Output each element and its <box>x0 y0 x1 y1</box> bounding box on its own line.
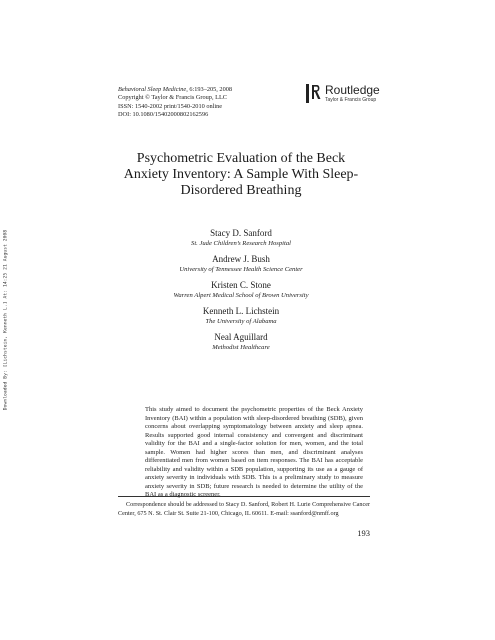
page-number: 193 <box>357 528 370 538</box>
author-list <box>118 228 364 358</box>
author-affiliation: St. Jude Children’s Research Hospital <box>191 240 291 247</box>
author-block <box>118 332 364 352</box>
publisher-name: Routledge <box>325 83 380 97</box>
author-block <box>118 306 364 326</box>
author-affiliation: The University of Alabama <box>205 318 277 325</box>
correspondence-note: Correspondence should be addressed to Stacy D. Sanford, Robert H. Lurie Comprehensive Cancer Center, 675 N. St. Clair St. Suite 21-100, Chicago, IL 60611. E-mail: ssanford@nmff.org <box>118 501 370 517</box>
author-affiliation: Methodist Healthcare <box>212 344 270 351</box>
author-affiliation: University of Tennessee Health Science Center <box>179 266 303 273</box>
author-block <box>118 228 364 248</box>
journal-citation <box>118 86 232 94</box>
author-affiliation: Warren Alpert Medical School of Brown University <box>173 292 309 299</box>
publisher-bar-icon <box>306 84 309 103</box>
author-name: Stacy D. Sanford <box>210 228 272 238</box>
copyright-line: Copyright © Taylor & Francis Group, LLC <box>118 94 227 102</box>
footnote-divider <box>118 496 370 497</box>
author-block <box>118 254 364 274</box>
journal-header <box>118 86 232 119</box>
doi-line: DOI: 10.1080/15402000802162596 <box>118 110 209 118</box>
article-title: Psychometric Evaluation of the Beck Anxiety Inventory: A Sample With Sleep-Disordered Breathing <box>123 151 359 198</box>
download-stamp-text: Downloaded By: [Lichstein, Kenneth L.] At: 14:25 21 August 2008 <box>3 229 9 411</box>
author-name: Andrew J. Bush <box>212 254 270 264</box>
publisher-text <box>325 84 380 104</box>
publisher-logo <box>306 84 380 104</box>
journal-volume: , 6:193–205, 2008 <box>186 86 233 93</box>
journal-name: Behavioral Sleep Medicine <box>118 86 187 93</box>
download-stamp <box>1 190 11 450</box>
author-name: Kristen C. Stone <box>211 280 271 290</box>
author-name: Kenneth L. Lichstein <box>202 306 280 316</box>
publisher-group: Taylor & Francis Group <box>325 97 377 103</box>
routledge-r-icon <box>311 84 321 100</box>
author-name: Neal Aguillard <box>214 332 268 342</box>
author-block <box>118 280 364 300</box>
issn-line: ISSN: 1540-2002 print/1540-2010 online <box>118 102 223 110</box>
abstract: This study aimed to document the psychometric properties of the Beck Anxiety Inventory (BAI) within a population with sleep-disordered breathing (SDB), given concerns about overlapping symptomatology between anxiety and sleep apnea. Results supported good internal consistency and convergent and discriminant validity for the BAI and a single-factor solution for men, women, and the total sample. Women had higher scores than men, and discriminant analyses differentiated men from women based on item responses. The BAI has acceptable reliability and validity within a SDB population, supporting its use as a gauge of anxiety severity in individuals with SDB. This is a preliminary study to measure anxiety severity in SDB; future research is needed to determine the utility of the BAI as a diagnostic screener. <box>145 406 363 499</box>
